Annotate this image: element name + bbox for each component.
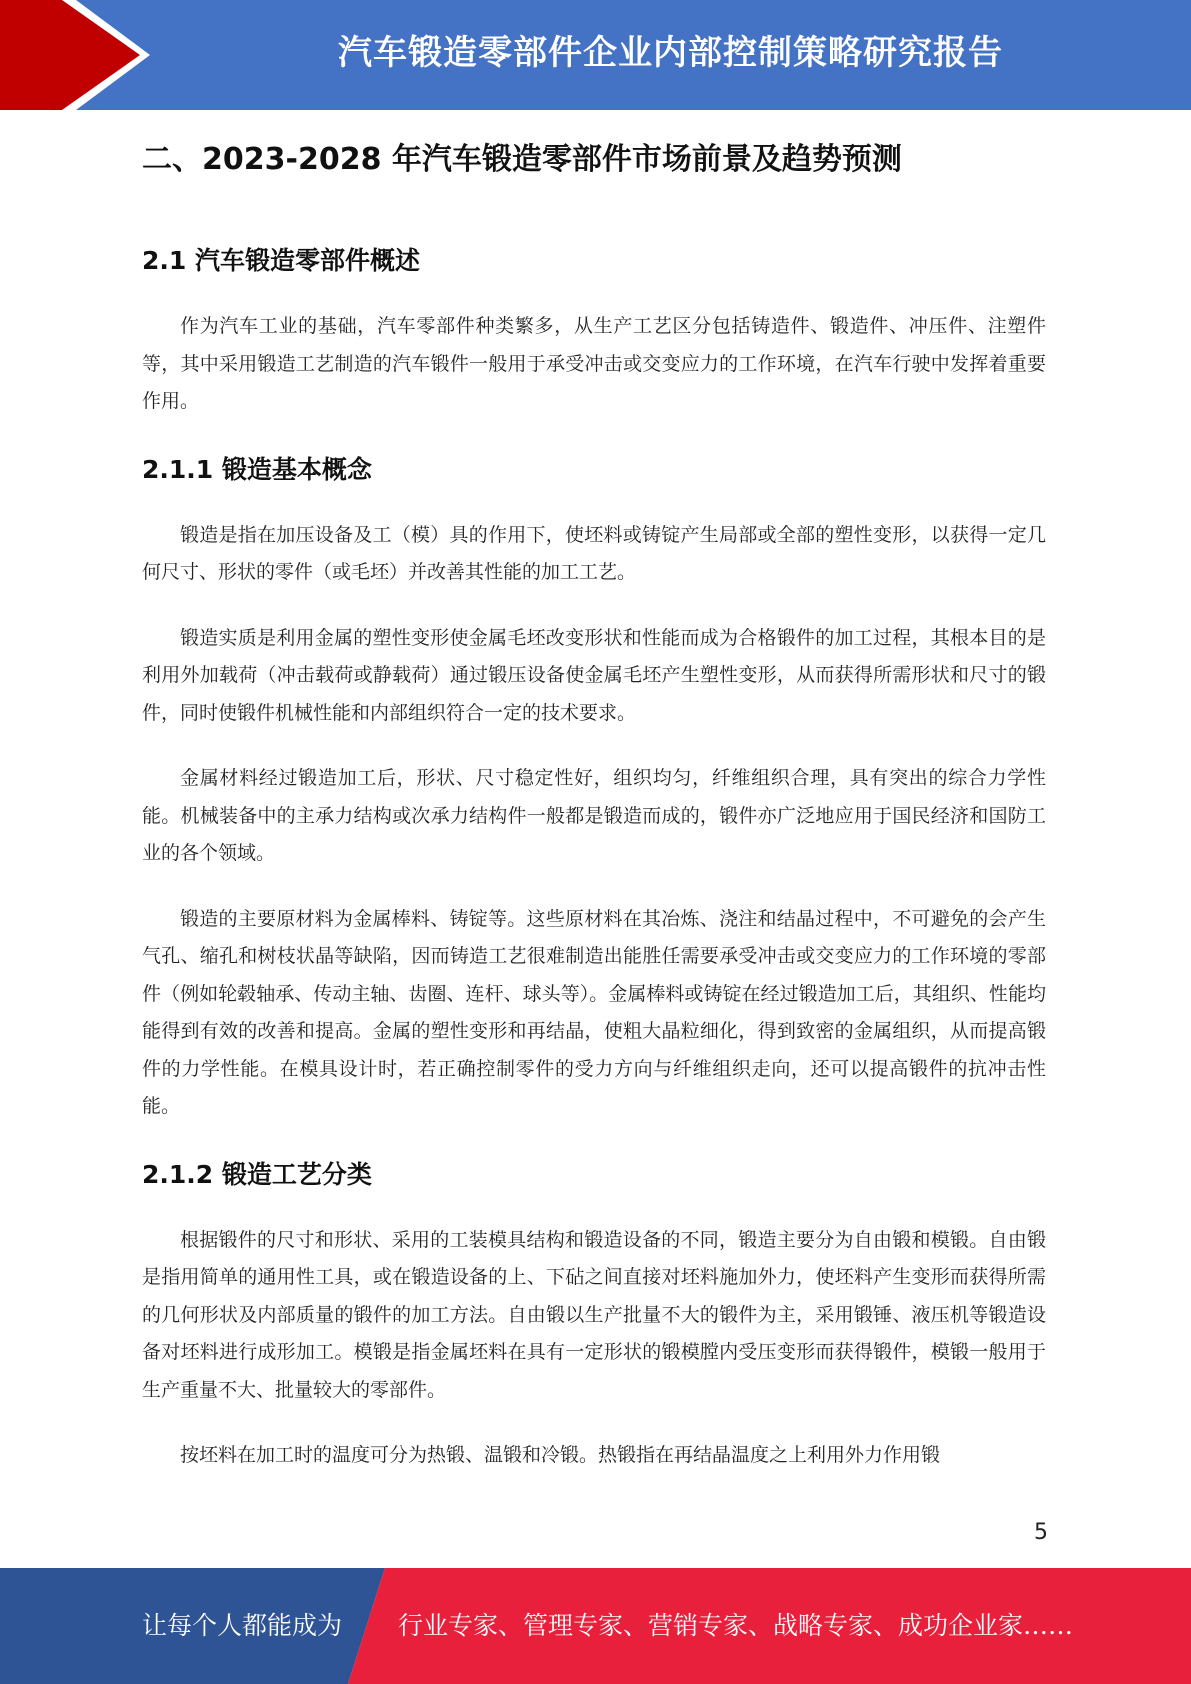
paragraph: 金属材料经过锻造加工后，形状、尺寸稳定性好，组织均匀，纤维组织合理，具有突出的综合力学性能。机械装备中的主承力结构或次承力结构件一般都是锻造而成的，锻件亦广泛地应用于国民经济和国防工业的各个领域。 (142, 767, 1046, 864)
paragraph: 锻造的主要原材料为金属棒料、铸锭等。这些原材料在其冶炼、浇注和结晶过程中，不可避免的会产生气孔、缩孔和树枝状晶等缺陷，因而铸造工艺很难制造出能胜任需要承受冲击或交变应力的工作环境的零部件（例如轮毂轴承、传动主轴、齿圈、连杆、球头等）。金属棒料或铸锭在经过锻造加工后，其组织、性能均能得到有效的改善和提高。金属的塑性变形和再结晶，使粗大晶粒细化，得到致密的金属组织，从而提高锻件的力学性能。在模具设计时，若正确控制零件的受力方向与纤维组织走向，还可以提高锻件的抗冲击性能。 (142, 907, 1046, 1117)
paragraph: 锻造是指在加压设备及工（模）具的作用下，使坯料或铸锭产生局部或全部的塑性变形，以获得一定几何尺寸、形状的零件（或毛坯）并改善其性能的加工工艺。 (142, 523, 1046, 583)
header-arrow-decoration (0, 0, 150, 110)
paragraph: 锻造实质是利用金属的塑性变形使金属毛坯改变形状和性能而成为合格锻件的加工过程，其根本目的是利用外加载荷（冲击载荷或静载荷）通过锻压设备使金属毛坯产生塑性变形，从而获得所需形状和尺寸的锻件，同时使锻件机械性能和内部组织符合一定的技术要求。 (142, 626, 1046, 724)
footer-slogan-left: 让每个人都能成为 (142, 1611, 343, 1640)
paragraph: 作为汽车工业的基础，汽车零部件种类繁多，从生产工艺区分包括铸造件、锻造件、冲压件、注塑件等，其中采用锻造工艺制造的汽车锻件一般用于承受冲击或交变应力的工作环境，在汽车行驶中发挥着重要作用。 (142, 315, 1046, 412)
section-title: 二、2023-2028 年汽车锻造零部件市场前景及趋势预测 (142, 142, 902, 177)
subsection-title-2-1: 2.1 汽车锻造零部件概述 (142, 246, 420, 275)
footer-slogan-right: 行业专家、管理专家、营销专家、战略专家、成功企业家…… (398, 1611, 1074, 1640)
subsection-title-2-1-1: 2.1.1 锻造基本概念 (142, 454, 372, 484)
footer-banner (0, 1568, 1191, 1684)
page-content (142, 130, 1046, 1475)
subsection-title-2-1-2: 2.1.2 锻造工艺分类 (142, 1159, 372, 1189)
report-title: 汽车锻造零部件企业内部控制策略研究报告 (338, 33, 1003, 73)
paragraph: 按坯料在加工时的温度可分为热锻、温锻和冷锻。热锻指在再结晶温度之上利用外力作用锻 (180, 1444, 941, 1466)
paragraph: 根据锻件的尺寸和形状、采用的工装模具结构和锻造设备的不同，锻造主要分为自由锻和模锻。自由锻是指用简单的通用性工具，或在锻造设备的上、下砧之间直接对坯料施加外力，使坯料产生变形而获得所需的几何形状及内部质量的锻件的加工方法。自由锻以生产批量不大的锻件为主，采用锻锤、液压机等锻造设备对坯料进行成形加工。模锻是指金属坯料在具有一定形状的锻模膛内受压变形而获得锻件，模锻一般用于生产重量不大、批量较大的零部件。 (142, 1228, 1046, 1401)
page-number: 5 (1034, 1520, 1048, 1545)
header-banner (0, 0, 1191, 110)
